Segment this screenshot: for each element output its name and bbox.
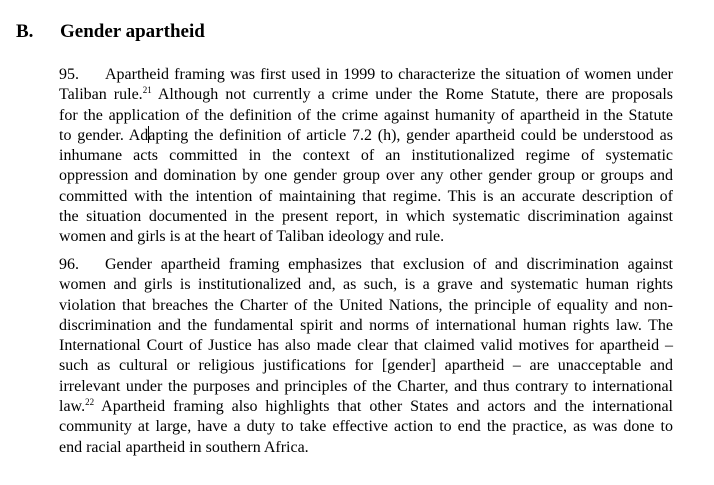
paragraph-number: 95. [59,66,79,83]
paragraph-96[interactable] [59,255,673,458]
footnote-ref-22[interactable]: 22 [85,397,95,408]
paragraph-line: Taliban rule.$^{21}$ Although not currently a crime under the Rome Statute, there are proposals [59,85,674,104]
paragraph-line: law.$^{22}$ Apartheid framing also highlights that other States and actors and the international [59,397,673,416]
paragraph-line: such as cultural or religious justifications for [gender] apartheid – are unacceptable and [59,357,673,375]
paragraph-line: community at large, have a duty to take effective action to end the practice, as was done to [59,418,673,436]
section-letter: B. [16,21,34,42]
paragraph-line: to gender. Adapting the definition of article 7.2 (h), gender apartheid could be understood as [59,126,673,144]
paragraph-line: inhumane acts committed in the context of an institutionalized regime of systematic [59,147,673,165]
section-title: Gender apartheid [60,21,205,42]
paragraph-line: discrimination and the fundamental spirit and norms of international human rights law. The [59,316,673,334]
paragraph-line: violation that breaches the Charter of the United Nations, the principle of equality and non- [59,296,673,314]
paragraph-line: 95. Apartheid framing was first used in 1999 to characterize the situation of women under [59,65,673,85]
paragraph-line: for the application of the definition of the crime against humanity of apartheid in the Statute [59,106,673,124]
paragraph-line: International Court of Justice has also made clear that claimed valid motives for apartheid – [59,337,673,355]
paragraph-line: oppression and domination by one gender group over any other gender group or groups and [59,167,673,185]
paragraph-line: women and girls is institutionalized and, as such, is a grave and systematic human rights [59,276,673,294]
section-heading [16,20,205,44]
paragraph-line: women and girls is at the heart of Taliban ideology and rule. [59,228,445,246]
paragraph-line: irrelevant under the purposes and principles of the Charter, and thus contrary to international [59,377,673,395]
paragraph-number: 96. [59,256,79,273]
paragraph-line: end racial apartheid in southern Africa. [59,438,309,456]
paragraph-95[interactable] [59,65,673,248]
paragraph-line: 96. Gender apartheid framing emphasizes that exclusion of and discrimination against [59,255,673,275]
footnote-ref-21[interactable]: 21 [142,85,152,96]
paragraph-line: committed with the intention of maintaining that regime. This is an accurate description of [59,187,673,205]
paragraph-line: the situation documented in the present report, in which systematic discrimination against [59,208,673,226]
